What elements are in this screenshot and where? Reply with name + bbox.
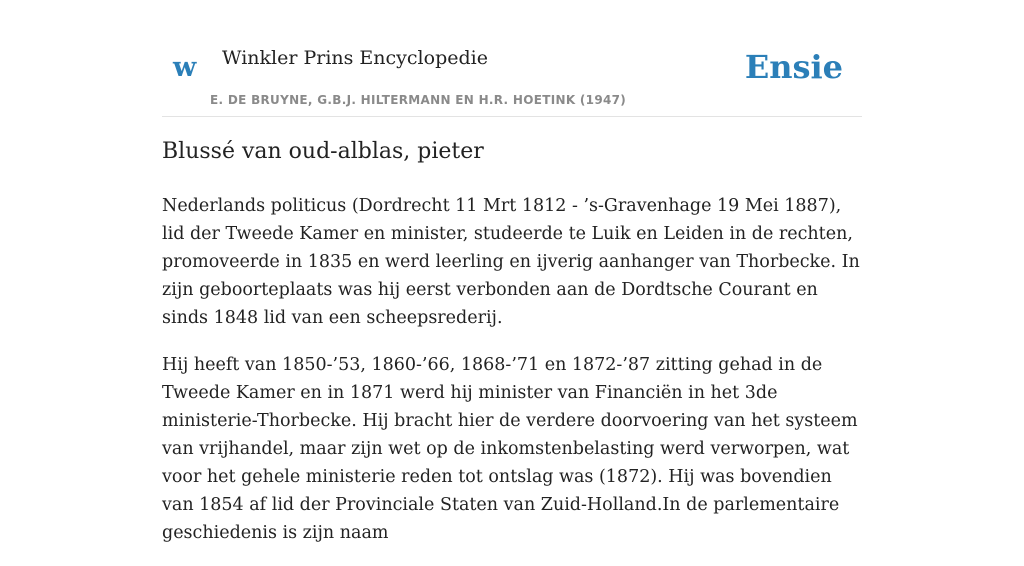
source-header bbox=[162, 40, 862, 117]
source-title[interactable]: Winkler Prins Encyclopedie bbox=[222, 47, 488, 69]
article-body bbox=[162, 192, 862, 566]
ensie-brand-logo[interactable]: Ensie bbox=[744, 48, 843, 86]
article-paragraph-1: Nederlands politicus (Dordrecht 11 Mrt 1812 - ’s-Gravenhage 19 Mei 1887), lid der Tweede Kamer en minister, studeerde te Luik en Leiden in de rechten, promoveerde in 1835 en werd leerling en ijverig aanhanger van Thorbecke. In zijn geboorteplaats was hij eerst verbonden aan de Dordtsche Courant en sinds 1848 lid van een scheepsrederij. bbox=[162, 196, 860, 328]
article-paragraph-2: Hij heeft van 1850-’53, 1860-’66, 1868-’71 en 1872-’87 zitting gehad in de Tweede Kamer en in 1871 werd hij minister van Financiën in het 3de ministerie-Thorbecke. Hij bracht hier de verdere doorvoering van het systeem van vrijhandel, maar zijn wet op de inkomstenbelasting werd verworpen, wat voor het gehele ministerie reden tot ontslag was (1872). Hij was bovendien van 1854 af lid der Provinciale Staten van Zuid-Holland.In de parlementaire geschiedenis is zijn naam bbox=[162, 355, 858, 543]
winkler-prins-logo-icon[interactable]: w bbox=[173, 52, 197, 83]
source-authors: E. DE BRUYNE, G.B.J. HILTERMANN EN H.R. HOETINK (1947) bbox=[210, 93, 627, 107]
article-title: Blussé van oud-alblas, pieter bbox=[162, 139, 484, 164]
